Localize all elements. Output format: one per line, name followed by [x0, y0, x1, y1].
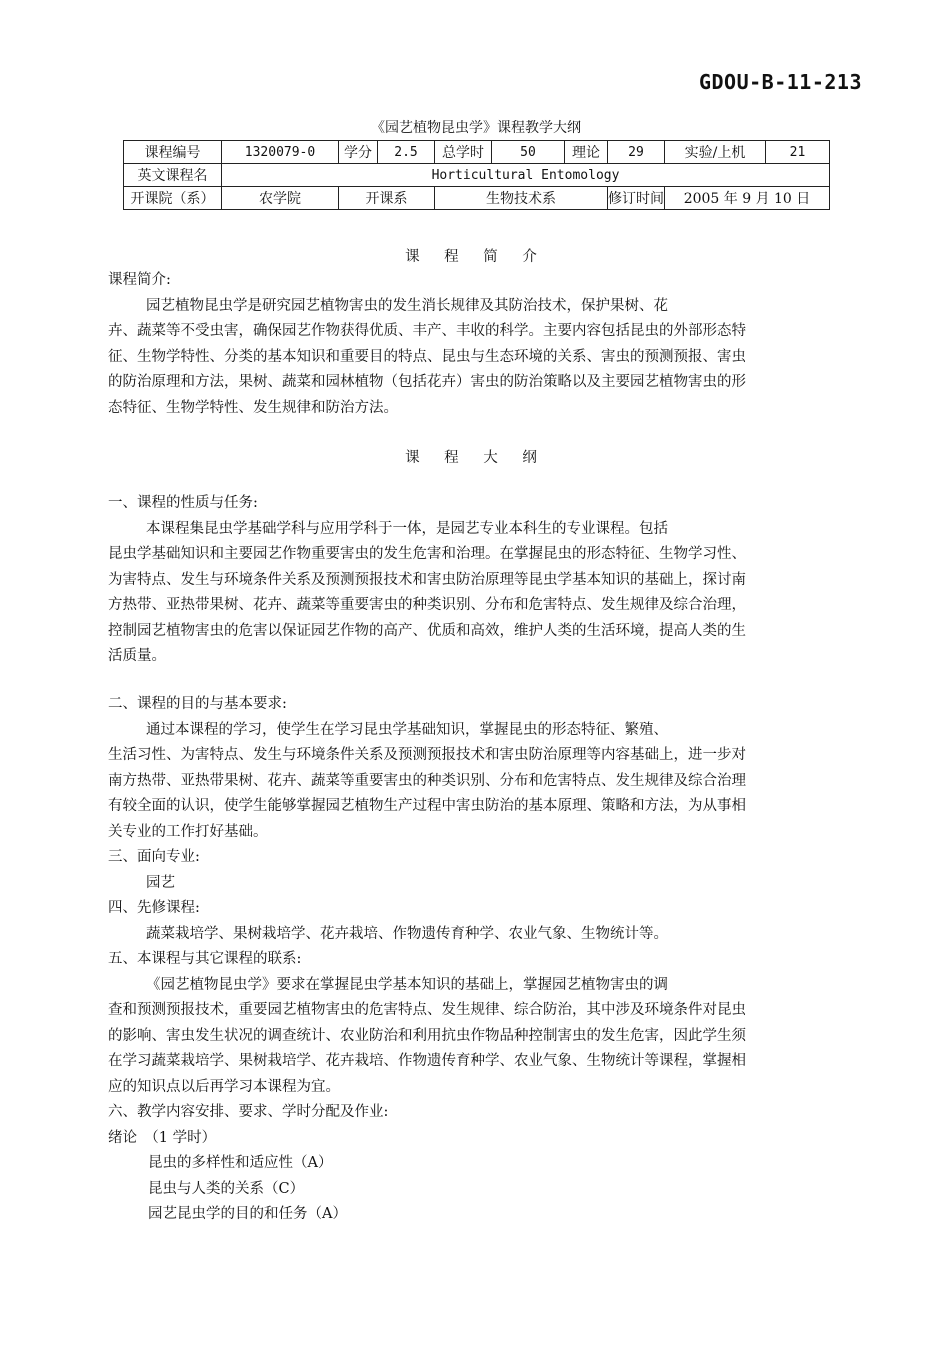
intro-section — [108, 268, 848, 421]
section-3-text: 园艺 — [146, 874, 175, 891]
total-hours-value: 50 — [492, 141, 565, 164]
document-code: GDOU-B-11-213 — [698, 70, 862, 94]
section-4-title: 四、先修课程: — [108, 900, 200, 916]
intro-line: 的防治原理和方法，果树、蔬菜和园林植物（包括花卉）害虫的防治策略以及主要园艺植物害虫的形 — [108, 374, 746, 390]
section-1-line: 控制园艺植物害虫的危害以保证园艺作物的高产、优质和高效，维护人类的生活环境，提高人类的生 — [108, 622, 746, 639]
section-4-text: 蔬菜栽培学、果树栽培学、花卉栽培、作物遗传育种学、农业气象、生物统计等。 — [146, 925, 668, 942]
section-5-line: 应的知识点以后再学习本课程为宜。 — [108, 1078, 340, 1095]
intro-line: 园艺植物昆虫学是研究园艺植物害虫的发生消长规律及其防治技术，保护果树、花 — [146, 297, 668, 314]
section-5-line: 在学习蔬菜栽培学、果树栽培学、花卉栽培、作物遗传育种学、农业气象、生物统计等课程，掌握相 — [108, 1053, 746, 1069]
section-6-item: 园艺昆虫学的目的和任务（A） — [148, 1206, 347, 1222]
section-6-item: 昆虫与人类的关系（C） — [148, 1180, 305, 1197]
section-2-line: 通过本课程的学习，使学生在学习昆虫学基础知识，掌握昆虫的形态特征、繁殖、 — [146, 721, 668, 738]
section-5-title: 五、本课程与其它课程的联系: — [108, 951, 302, 967]
section-1-line: 昆虫学基础知识和主要园艺作物重要害虫的发生危害和治理。在掌握昆虫的形态特征、生物学习性、 — [108, 546, 746, 562]
english-name-value: Horticultural Entomology — [222, 164, 830, 187]
theory-label: 理论 — [565, 141, 608, 164]
college-label: 开课院（系） — [124, 187, 222, 210]
section-5-line: 的影响、害虫发生状况的调查统计、农业防治和利用抗虫作物品种控制害虫的发生危害，因此学生须 — [108, 1027, 746, 1044]
english-name-label: 英文课程名 — [124, 164, 222, 187]
section-6-item: 昆虫的多样性和适应性（A） — [148, 1155, 333, 1171]
department-value: 生物技术系 — [435, 187, 608, 210]
section-2-line: 有较全面的认识，使学生能够掌握园艺植物生产过程中害虫防治的基本原理、策略和方法，为从事相 — [108, 798, 746, 814]
revised-label: 修订时间 — [608, 187, 665, 210]
table-title: 《园艺植物昆虫学》课程教学大纲 — [371, 120, 581, 136]
table-row — [124, 141, 830, 164]
intro-label: 课程简介: — [108, 272, 171, 288]
course-no-value: 1320079-0 — [222, 141, 339, 164]
section-3-title: 三、面向专业: — [108, 849, 200, 865]
college-value: 农学院 — [222, 187, 339, 210]
intro-line: 态特征、生物学特性、发生规律和防治方法。 — [108, 399, 398, 416]
intro-line: 卉、蔬菜等不受虫害，确保园艺作物获得优质、丰产、丰收的科学。主要内容包括昆虫的外部形态特 — [108, 323, 746, 339]
intro-heading: 课 程 简 介 — [405, 249, 547, 265]
section-5-line: 查和预测预报技术，重要园艺植物害虫的危害特点、发生规律、综合防治，其中涉及环境条件对昆虫 — [108, 1002, 746, 1018]
department-label: 开课系 — [339, 187, 435, 210]
intro-line: 征、生物学特性、分类的基本知识和重要目的特点、昆虫与生态环境的关系、害虫的预测预报、害虫 — [108, 348, 746, 365]
section-2-line: 南方热带、亚热带果树、花卉、蔬菜等重要害虫的种类识别、分布和危害特点、发生规律及综合治理 — [108, 772, 746, 789]
table-row — [124, 164, 830, 187]
section-1-line: 为害特点、发生与环境条件关系及预测预报技术和害虫防治原理等昆虫学基本知识的基础上，探讨南 — [108, 571, 746, 588]
section-1-line: 本课程集昆虫学基础学科与应用学科于一体，是园艺专业本科生的专业课程。包括 — [146, 520, 668, 537]
section-5-line: 《园艺植物昆虫学》要求在掌握昆虫学基本知识的基础上，掌握园艺植物害虫的调 — [146, 976, 668, 993]
outline-heading: 课 程 大 纲 — [405, 450, 547, 466]
section-1-line: 活质量。 — [108, 648, 166, 664]
section-2 — [108, 692, 848, 1228]
table-row — [124, 187, 830, 210]
section-1-line: 方热带、亚热带果树、花卉、蔬菜等重要害虫的种类识别、分布和危害特点、发生规律及综合治理， — [108, 597, 746, 613]
credit-value: 2.5 — [378, 141, 435, 164]
section-1-title: 一、课程的性质与任务: — [108, 495, 258, 511]
credit-label: 学分 — [339, 141, 378, 164]
lab-value: 21 — [766, 141, 830, 164]
section-2-line: 关专业的工作打好基础。 — [108, 823, 268, 840]
section-1 — [108, 491, 848, 670]
section-6-title: 六、教学内容安排、要求、学时分配及作业: — [108, 1104, 389, 1120]
theory-value: 29 — [608, 141, 665, 164]
section-6-intro: 绪论 （1 学时） — [108, 1129, 217, 1146]
lab-label: 实验/上机 — [665, 141, 766, 164]
section-2-line: 生活习性、为害特点、发生与环境条件关系及预测预报技术和害虫防治原理等内容基础上，进一步对 — [108, 747, 746, 763]
course-info-table — [123, 140, 830, 210]
course-no-label: 课程编号 — [124, 141, 222, 164]
total-hours-label: 总学时 — [435, 141, 492, 164]
section-2-title: 二、课程的目的与基本要求: — [108, 696, 287, 712]
revised-value: 2005 年 9 月 10 日 — [665, 187, 830, 210]
